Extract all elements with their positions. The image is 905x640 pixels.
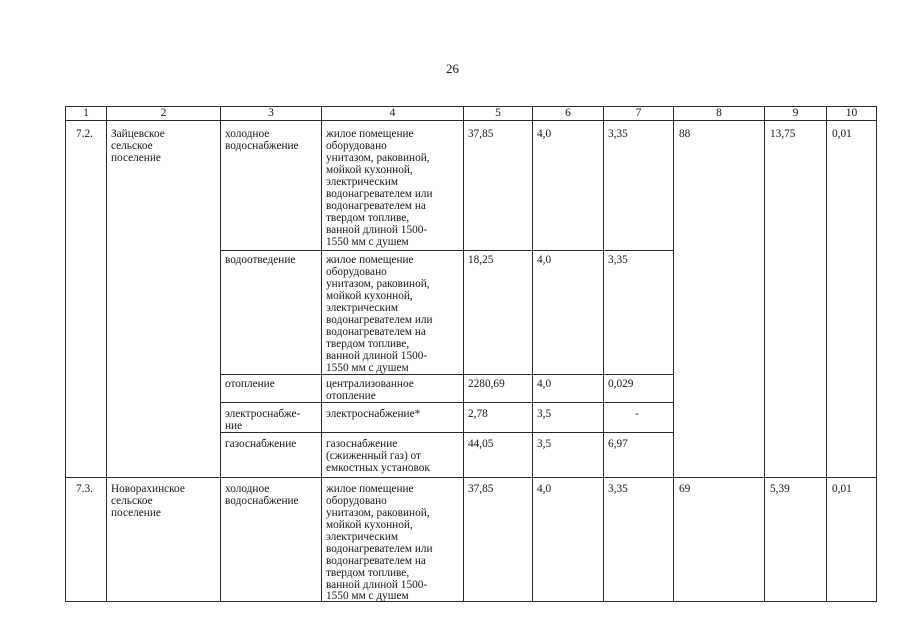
description-line: электрическим [326, 302, 399, 314]
rule-72-drain [220, 374, 673, 375]
rule-col-5 [463, 106, 464, 602]
description-line: твердом топливе, [326, 338, 410, 350]
rule-col-8 [673, 106, 674, 602]
rule-right [876, 106, 877, 602]
description-line: водонагревателем или [326, 543, 433, 555]
service-name-line: холодное [225, 128, 270, 140]
col6-value: 4,0 [537, 378, 552, 390]
settlement-name-line: Новорахинское [111, 483, 185, 495]
row-number: 7.2. [76, 128, 93, 140]
description-line: твердом топливе, [326, 567, 410, 579]
description-line: унитазом, раковиной, [326, 278, 430, 290]
col6-value: 4,0 [537, 483, 552, 495]
description-line: твердом топливе, [326, 212, 410, 224]
service-name-line: водоотведение [225, 254, 296, 266]
col5-value: 2280,69 [468, 378, 505, 390]
col9-value: 13,75 [770, 128, 796, 140]
header-cell: 8 [716, 107, 722, 119]
rule-col-4 [321, 106, 322, 602]
col9-value: 5,39 [770, 483, 790, 495]
settlement-name-line: Зайцевское [111, 128, 165, 140]
settlement-name-line: поселение [111, 152, 161, 164]
service-name-line: газоснабжение [225, 438, 297, 450]
col7-value: 3,35 [608, 128, 628, 140]
settlement-name-line: сельское [111, 495, 153, 507]
description-line: оборудовано [326, 140, 387, 152]
col5-value: 2,78 [468, 408, 488, 420]
service-name-line: холодное [225, 483, 270, 495]
col7-value: 3,35 [608, 254, 628, 266]
description-line: оборудовано [326, 495, 387, 507]
rule-72-heat [220, 402, 673, 403]
description-line: унитазом, раковиной, [326, 152, 430, 164]
col8-value: 69 [679, 483, 691, 495]
col7-value: 0,029 [608, 378, 634, 390]
header-cell: 1 [83, 107, 89, 119]
col7-value: 3,35 [608, 483, 628, 495]
description-line: жилое помещение [326, 128, 414, 140]
description-line: ванной длиной 1500- [326, 224, 428, 236]
description-line: отопление [326, 390, 376, 402]
col5-value: 44,05 [468, 438, 494, 450]
rule-col-6 [532, 106, 533, 602]
description-line: газоснабжение [326, 438, 398, 450]
description-line: централизованное [326, 378, 414, 390]
row-number: 7.3. [76, 483, 93, 495]
rule-col-7 [603, 106, 604, 602]
col6-value: 4,0 [537, 254, 552, 266]
rule-col-9 [764, 106, 765, 602]
col10-value: 0,01 [832, 128, 852, 140]
settlement-name-line: сельское [111, 140, 153, 152]
service-name-line: электроснабже- [225, 408, 301, 420]
col10-value: 0,01 [832, 483, 852, 495]
description-line: мойкой кухонной, [326, 290, 413, 302]
service-name-line: водоснабжение [225, 495, 299, 507]
description-line: 1550 мм с душем [326, 590, 409, 602]
description-line: водонагревателем на [326, 326, 426, 338]
description-line: (сжиженный газ) от [326, 450, 421, 462]
settlement-name-line: поселение [111, 507, 161, 519]
col6-value: 3,5 [537, 438, 552, 450]
header-cell: 5 [495, 107, 501, 119]
col5-value: 37,85 [468, 128, 494, 140]
col7-value: 6,97 [608, 438, 628, 450]
rule-72-cold [220, 250, 673, 251]
col8-value: 88 [679, 128, 691, 140]
description-line: водонагревателем или [326, 188, 433, 200]
rule-72-power [220, 432, 673, 433]
description-line: ванной длиной 1500- [326, 350, 428, 362]
description-line: 1550 мм с душем [326, 236, 409, 248]
description-line: водонагревателем на [326, 555, 426, 567]
col5-value: 37,85 [468, 483, 494, 495]
header-cell: 3 [268, 107, 274, 119]
description-line: жилое помещение [326, 483, 414, 495]
rule-bottom [65, 601, 877, 602]
description-line: ванной длиной 1500- [326, 579, 428, 591]
rule-col-2 [106, 106, 107, 602]
col7-value: - [635, 408, 639, 420]
rule-left [65, 106, 66, 602]
service-name-line: водоснабжение [225, 140, 299, 152]
description-line: мойкой кухонной, [326, 164, 413, 176]
rule-header-bottom [65, 120, 877, 121]
service-name-line: отопление [225, 378, 275, 390]
header-cell: 9 [792, 107, 799, 119]
header-cell: 7 [635, 107, 642, 119]
description-line: оборудовано [326, 266, 387, 278]
description-line: электрическим [326, 176, 399, 188]
description-line: 1550 мм с душем [326, 362, 409, 374]
header-cell: 2 [160, 107, 167, 119]
col6-value: 3,5 [537, 408, 552, 420]
description-line: унитазом, раковиной, [326, 507, 430, 519]
description-line: жилое помещение [326, 254, 414, 266]
description-line: электроснабжение* [326, 408, 421, 420]
col5-value: 18,25 [468, 254, 494, 266]
col6-value: 4,0 [537, 128, 552, 140]
header-cell: 10 [845, 107, 858, 119]
rule-72-end [65, 477, 877, 478]
description-line: водонагревателем или [326, 314, 433, 326]
rule-col-10 [826, 106, 827, 602]
header-cell: 6 [565, 107, 571, 119]
description-line: емкостных установок [326, 462, 430, 474]
description-line: мойкой кухонной, [326, 519, 413, 531]
description-line: водонагревателем на [326, 200, 426, 212]
header-cell: 4 [389, 107, 396, 119]
service-name-line: ние [225, 420, 243, 432]
page-number: 26 [446, 61, 459, 76]
rule-col-3 [220, 106, 221, 602]
description-line: электрическим [326, 531, 399, 543]
